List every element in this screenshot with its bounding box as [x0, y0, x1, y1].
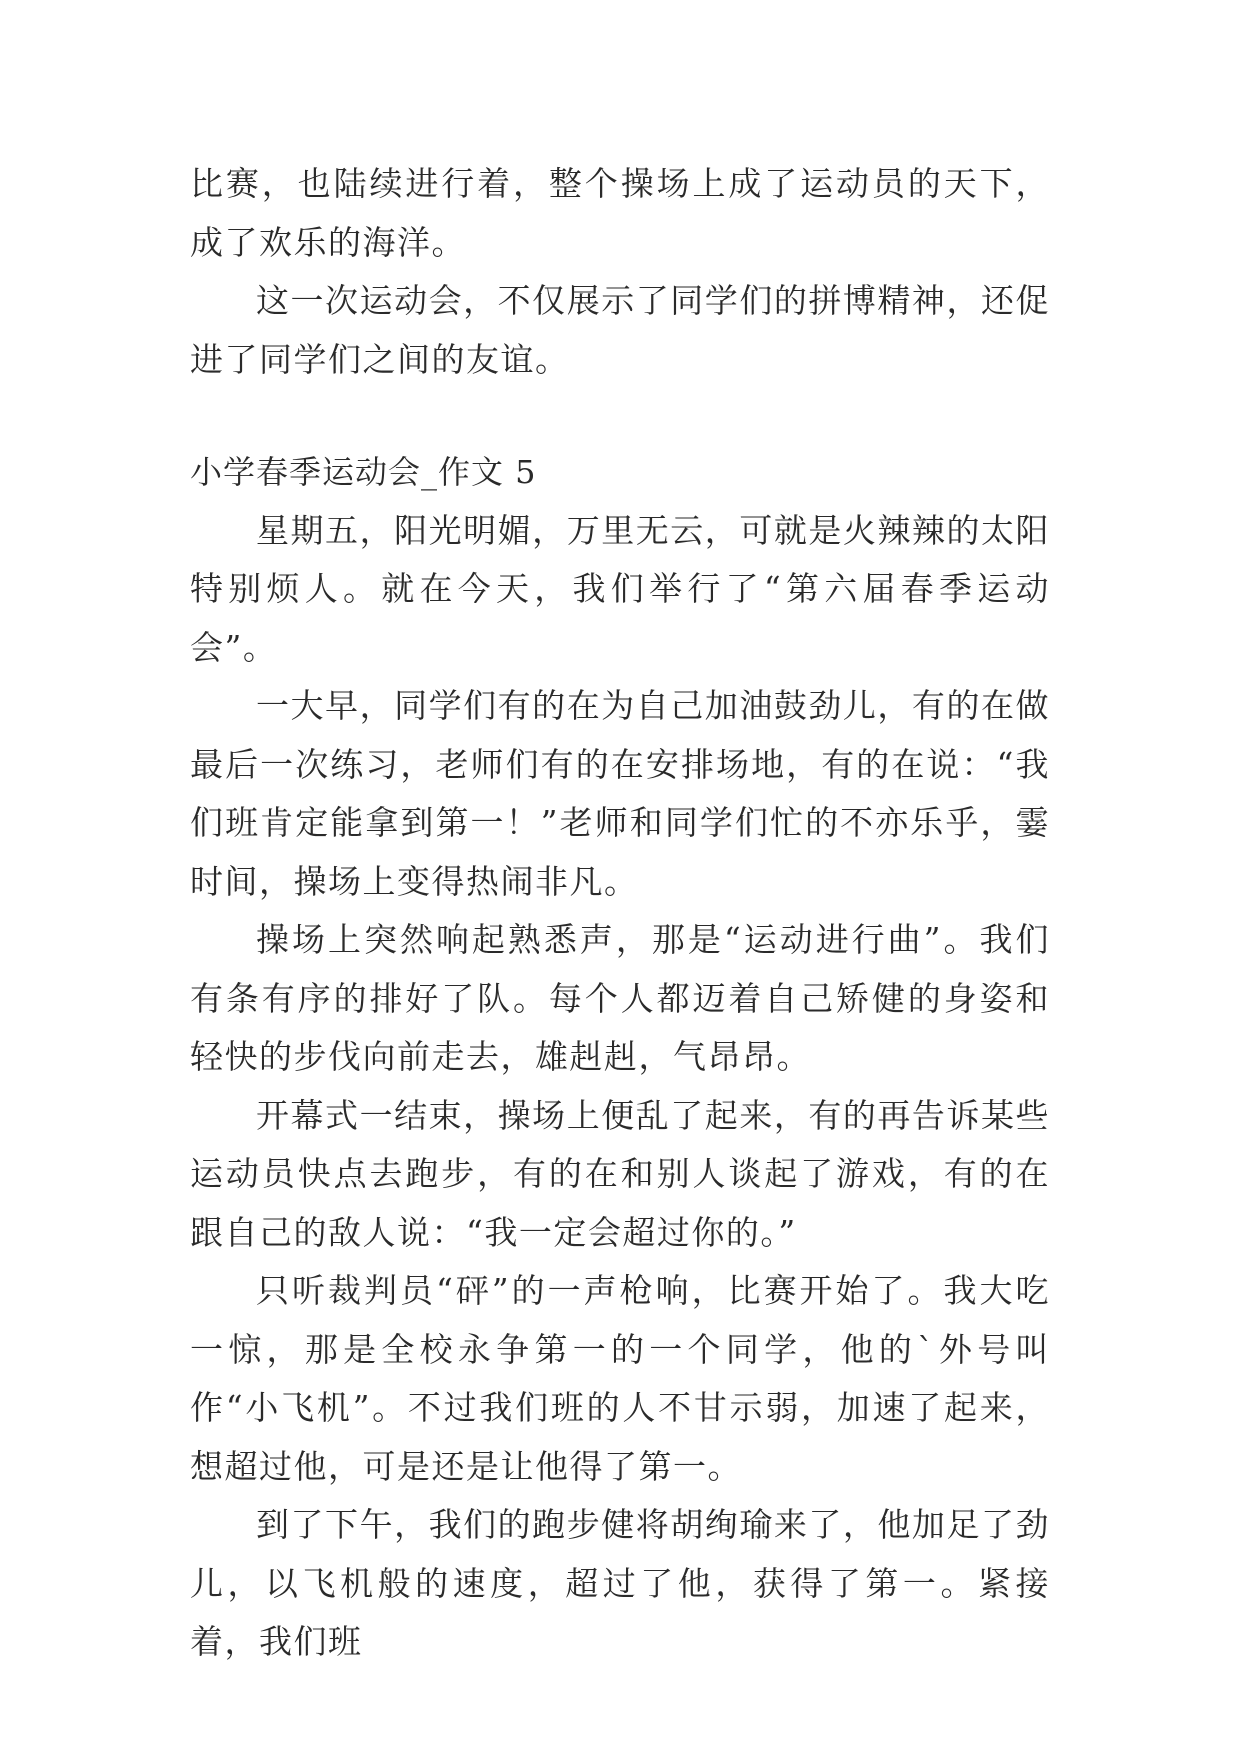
- continued-paragraph: 比赛，也陆续进行着，整个操场上成了运动员的天下，成了欢乐的海洋。: [190, 164, 1050, 262]
- paragraph: 一大早，同学们有的在为自己加油鼓劲儿，有的在做最后一次练习，老师们有的在安排场地，有的在说：“我们班肯定能拿到第一！”老师和同学们忙的不亦乐乎，霎时间，操场上变得热闹非凡。: [190, 686, 1050, 901]
- paragraph: 星期五，阳光明媚，万里无云，可就是火辣辣的太阳特别烦人。就在今天，我们举行了“第六届春季运动会”。: [190, 510, 1050, 667]
- section-title: 小学春季运动会_作文 5: [190, 453, 537, 491]
- paragraph: 操场上突然响起熟悉声，那是“运动进行曲”。我们有条有序的排好了队。每个人都迈着自己矫健的身姿和轻快的步伐向前走去，雄赳赳，气昂昂。: [190, 920, 1050, 1076]
- document-body: [190, 155, 1050, 1672]
- paragraph: 到了下午，我们的跑步健将胡绚瑜来了，他加足了劲儿，以飞机般的速度，超过了他，获得了第一。紧接着，我们班: [190, 1505, 1050, 1661]
- paragraph: 开幕式一结束，操场上便乱了起来，有的再告诉某些运动员快点去跑步，有的在和别人谈起了游戏，有的在跟自己的敌人说：“我一定会超过你的。”: [190, 1095, 1050, 1252]
- paragraph: 只听裁判员“砰”的一声枪响，比赛开始了。我大吃一惊，那是全校永争第一的一个同学，他的`外号叫作“小飞机”。不过我们班的人不甘示弱，加速了起来，想超过他，可是还是让他得了第一。: [190, 1271, 1050, 1486]
- paragraph: 这一次运动会，不仅展示了同学们的拼博精神，还促进了同学们之间的友谊。: [190, 281, 1050, 379]
